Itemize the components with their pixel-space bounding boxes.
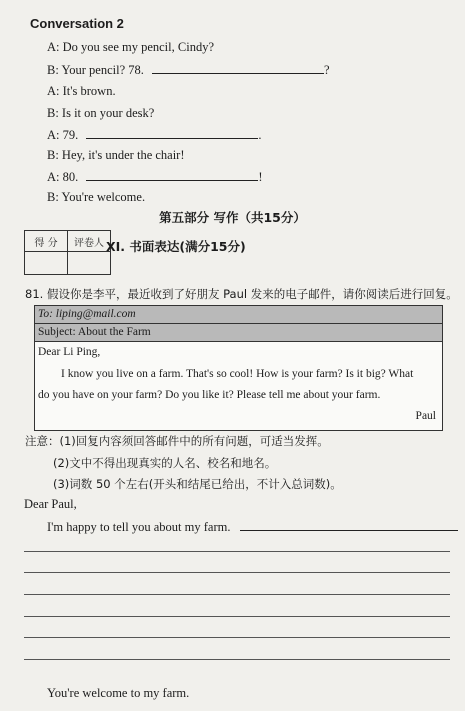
dialogue-line-7	[47, 169, 263, 185]
question-prompt: 81. 假设你是李平，最近收到了好朋友 Paul 发来的电子邮件，请你阅读后进行回复。	[25, 287, 458, 301]
dialogue-line-5	[47, 127, 262, 143]
score-cell[interactable]	[25, 252, 68, 275]
writing-line-4[interactable]	[24, 616, 450, 617]
email-to	[35, 306, 442, 324]
email-to-text: To: liping@mail.com	[38, 308, 136, 320]
reply-closing: You're welcome to my farm.	[47, 686, 190, 700]
note-3: (3)词数 50 个左右(开头和结尾已给出，不计入总词数)。	[53, 477, 342, 491]
answer-blank-78[interactable]	[152, 62, 324, 74]
reply-opening	[47, 519, 458, 535]
conversation-title: Conversation 2	[30, 16, 124, 31]
grader-label: 评卷人	[68, 231, 111, 252]
reply-greeting: Dear Paul,	[24, 497, 77, 511]
note-1: 注意：(1)回复内容须回答邮件中的所有问题，可适当发挥。	[25, 434, 329, 448]
note-2: (2)文中不得出现真实的人名、校名和地名。	[53, 456, 277, 470]
writing-line-0[interactable]	[240, 519, 458, 531]
section-title: 第五部分 写作（共15分）	[159, 210, 306, 225]
dialogue-text-7: A: 80.	[47, 170, 79, 184]
email-box	[34, 305, 443, 431]
blank-78-punct: ?	[324, 63, 330, 77]
writing-line-3[interactable]	[24, 594, 450, 595]
writing-line-1[interactable]	[24, 551, 450, 552]
email-greeting: Dear Li Ping,	[38, 346, 101, 358]
dialogue-line-4: B: Is it on your desk?	[47, 106, 155, 120]
dialogue-text-2: B: Your pencil? 78.	[47, 63, 144, 77]
score-table	[24, 230, 111, 275]
dialogue-line-8: B: You're welcome.	[47, 190, 146, 204]
answer-blank-80[interactable]	[86, 169, 258, 181]
reply-opening-text: I'm happy to tell you about my farm.	[47, 520, 231, 534]
part-title: XI. 书面表达(满分15分)	[106, 239, 246, 254]
blank-79-punct: .	[258, 128, 262, 142]
dialogue-line-3: A: It's brown.	[47, 84, 116, 98]
email-body-line-1: I know you live on a farm. That's so cool! How is your farm? Is it big? What	[61, 368, 414, 380]
email-signature: Paul	[415, 410, 436, 422]
email-body-line-2: do you have on your farm? Do you like it? Please tell me about your farm.	[38, 389, 381, 401]
dialogue-line-1: A: Do you see my pencil, Cindy?	[47, 40, 214, 54]
dialogue-line-6: B: Hey, it's under the chair!	[47, 148, 185, 162]
dialogue-line-2	[47, 62, 330, 78]
writing-line-6[interactable]	[24, 659, 450, 660]
score-label: 得 分	[25, 231, 68, 252]
blank-80-punct: !	[258, 170, 263, 184]
writing-line-2[interactable]	[24, 572, 450, 573]
grader-cell[interactable]	[68, 252, 111, 275]
dialogue-text-5: A: 79.	[47, 128, 79, 142]
email-subject: Subject: About the Farm	[35, 324, 442, 342]
answer-blank-79[interactable]	[86, 127, 258, 139]
writing-line-5[interactable]	[24, 637, 450, 638]
